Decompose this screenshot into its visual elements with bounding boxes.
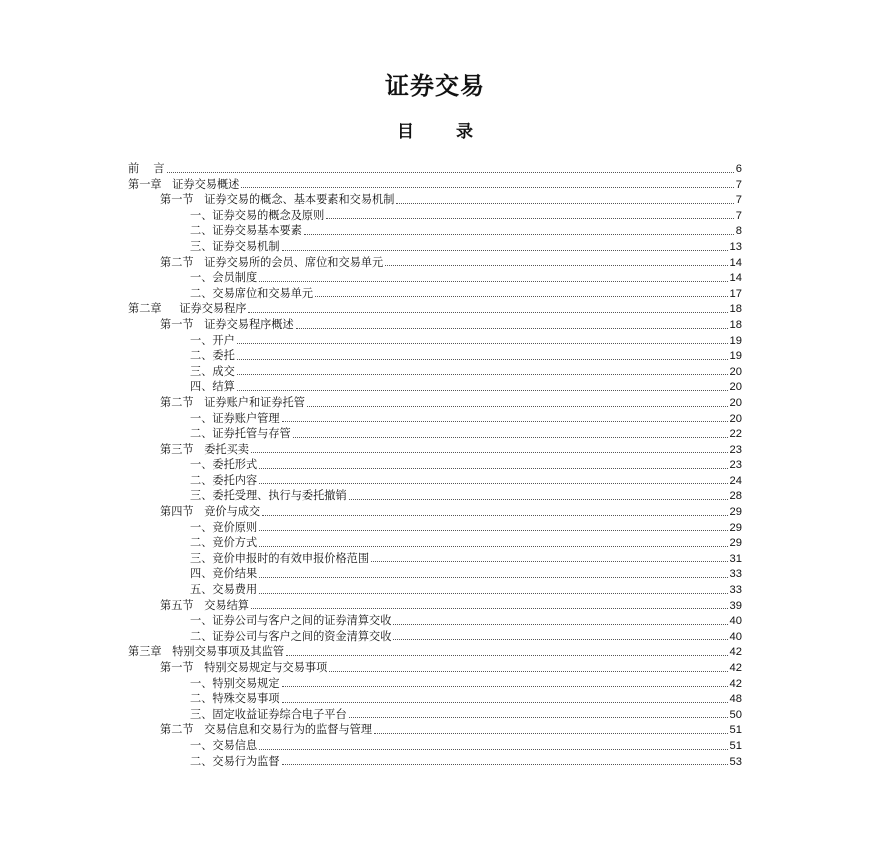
toc-entry-label: 一、证券交易的概念及原则 (190, 208, 325, 222)
document-title: 证券交易 (385, 71, 485, 100)
toc-entry-label: 前 言 (128, 162, 165, 175)
toc-entry-page-number: 24 (729, 474, 742, 487)
toc-entry-page-number: 20 (729, 365, 742, 378)
toc-leader-dots (259, 576, 727, 578)
toc-entry-label: 二、特殊交易事项 (190, 692, 280, 706)
toc-entry[interactable] (128, 566, 742, 582)
toc-entry[interactable] (128, 691, 742, 707)
toc-leader-dots (282, 420, 728, 422)
toc-entry-page-number: 14 (729, 272, 742, 285)
toc-entry[interactable] (128, 660, 742, 676)
toc-leader-dots (259, 482, 727, 484)
toc-entry-page-number: 48 (729, 693, 742, 706)
toc-entry-page-number: 7 (735, 194, 742, 207)
toc-entry[interactable] (128, 676, 742, 692)
toc-entry-page-number: 39 (729, 599, 742, 612)
toc-leader-dots (396, 202, 733, 204)
toc-entry-page-number: 18 (729, 318, 742, 331)
toc-entry-label: 第四节 竞价与成交 (160, 505, 261, 519)
toc-leader-dots (293, 436, 728, 438)
toc-entry-page-number: 7 (735, 209, 742, 222)
toc-entry[interactable] (128, 161, 742, 177)
toc-entry-label: 一、交易信息 (190, 738, 258, 752)
toc-leader-dots (326, 217, 734, 219)
toc-entry[interactable] (128, 333, 742, 349)
toc-entry-page-number: 6 (735, 163, 742, 175)
toc-entry[interactable] (128, 598, 742, 614)
toc-leader-dots (251, 451, 728, 453)
toc-entry[interactable] (128, 177, 742, 193)
toc-heading: 目 录 (397, 122, 491, 142)
toc-leader-dots (282, 701, 728, 703)
toc-entry-label: 三、委托受理、执行与委托撤销 (190, 489, 347, 503)
toc-entry-page-number: 19 (729, 334, 742, 347)
toc-entry-label: 二、证券托管与存管 (190, 427, 291, 441)
toc-entry-page-number: 50 (729, 708, 742, 721)
toc-entry-label: 第二章 证券交易程序 (128, 302, 247, 316)
toc-entry[interactable] (128, 208, 742, 224)
toc-entry-label: 第三节 委托买卖 (160, 442, 249, 456)
toc-entry-label: 一、会员制度 (190, 271, 258, 285)
toc-leader-dots (259, 467, 727, 469)
toc-leader-dots (259, 592, 727, 594)
table-of-contents (128, 161, 742, 769)
toc-entry[interactable] (128, 317, 742, 333)
toc-entry-label: 一、证券公司与客户之间的证券清算交收 (190, 614, 392, 628)
toc-entry-label: 第一章 证券交易概述 (128, 177, 240, 191)
toc-entry-label: 第一节 证券交易程序概述 (160, 317, 294, 331)
toc-entry-label: 第二节 证券账户和证券托管 (160, 395, 305, 409)
toc-entry[interactable] (128, 239, 742, 255)
toc-entry-page-number: 18 (729, 303, 742, 316)
toc-entry[interactable] (128, 411, 742, 427)
toc-entry-page-number: 8 (735, 225, 742, 238)
toc-entry-label: 第一节 特别交易规定与交易事项 (160, 661, 328, 674)
toc-entry-label: 第二节 交易信息和交易行为的监督与管理 (160, 723, 373, 737)
toc-entry[interactable] (128, 707, 742, 723)
toc-leader-dots (259, 529, 727, 531)
toc-entry[interactable] (128, 348, 742, 364)
toc-entry-page-number: 13 (729, 240, 742, 253)
toc-entry[interactable] (128, 301, 742, 317)
toc-entry-page-number: 40 (729, 630, 742, 643)
toc-entry[interactable] (128, 223, 742, 239)
toc-leader-dots (374, 732, 728, 734)
toc-entry-page-number: 20 (729, 396, 742, 409)
toc-leader-dots (315, 295, 727, 297)
toc-entry-label: 一、开户 (190, 333, 235, 347)
toc-entry-label: 一、竞价原则 (190, 520, 258, 534)
toc-leader-dots (237, 342, 728, 344)
toc-entry-page-number: 29 (729, 506, 742, 519)
toc-entry-label: 二、交易行为监督 (190, 754, 280, 768)
toc-entry-label: 二、委托内容 (190, 473, 258, 487)
toc-entry[interactable] (128, 457, 742, 473)
toc-entry-label: 一、委托形式 (190, 458, 258, 472)
toc-entry-label: 一、证券账户管理 (190, 411, 280, 425)
toc-entry[interactable] (128, 520, 742, 536)
toc-entry-page-number: 53 (729, 755, 742, 768)
toc-entry-label: 二、委托 (190, 349, 235, 363)
toc-leader-dots (286, 654, 727, 656)
toc-entry-label: 三、证券交易机制 (190, 239, 280, 253)
toc-entry-label: 第一节 证券交易的概念、基本要素和交易机制 (160, 193, 395, 207)
toc-leader-dots (237, 389, 728, 391)
toc-entry-label: 二、竞价方式 (190, 536, 258, 550)
toc-leader-dots (259, 748, 727, 750)
toc-entry[interactable] (128, 488, 742, 504)
toc-entry[interactable] (128, 582, 742, 598)
toc-entry-page-number: 7 (735, 178, 742, 191)
toc-leader-dots (393, 638, 727, 640)
toc-leader-dots (259, 545, 727, 547)
toc-leader-dots (282, 685, 728, 687)
toc-entry[interactable] (128, 754, 742, 770)
toc-leader-dots (282, 249, 728, 251)
toc-entry-label: 三、成交 (190, 364, 235, 378)
toc-leader-dots (248, 311, 727, 313)
toc-entry-label: 三、竞价申报时的有效申报价格范围 (190, 551, 370, 565)
toc-entry-label: 四、结算 (190, 380, 235, 394)
toc-entry-label: 二、交易席位和交易单元 (190, 286, 314, 300)
toc-entry-label: 二、证券公司与客户之间的资金清算交收 (190, 629, 392, 643)
toc-entry-page-number: 42 (729, 677, 742, 690)
toc-entry-label: 第二节 证券交易所的会员、席位和交易单元 (160, 255, 384, 269)
toc-entry-page-number: 20 (729, 412, 742, 425)
toc-entry-page-number: 14 (729, 256, 742, 269)
toc-entry[interactable] (128, 270, 742, 286)
toc-leader-dots (385, 264, 727, 266)
toc-entry-label: 三、固定收益证券综合电子平台 (190, 707, 347, 721)
toc-leader-dots (237, 358, 728, 360)
toc-entry[interactable] (128, 504, 742, 520)
toc-entry-page-number: 28 (729, 490, 742, 503)
toc-entry[interactable] (128, 722, 742, 738)
toc-leader-dots (329, 670, 727, 672)
toc-leader-dots (259, 280, 727, 282)
toc-leader-dots (167, 171, 734, 173)
toc-entry-page-number: 33 (729, 584, 742, 597)
toc-entry-page-number: 17 (729, 287, 742, 300)
toc-entry[interactable] (128, 629, 742, 645)
toc-entry-label: 二、证券交易基本要素 (190, 224, 302, 238)
toc-entry-page-number: 42 (729, 646, 742, 659)
toc-entry-page-number: 20 (729, 381, 742, 394)
toc-entry-page-number: 42 (729, 662, 742, 674)
toc-entry-page-number: 19 (729, 350, 742, 363)
toc-entry-label: 四、竞价结果 (190, 567, 258, 581)
toc-leader-dots (282, 763, 728, 765)
toc-entry-page-number: 51 (729, 739, 742, 752)
toc-entry[interactable] (128, 192, 742, 208)
toc-entry[interactable] (128, 379, 742, 395)
toc-entry-page-number: 29 (729, 537, 742, 550)
toc-entry-label: 一、特别交易规定 (190, 676, 280, 690)
toc-entry[interactable] (128, 644, 742, 660)
toc-leader-dots (251, 607, 728, 609)
toc-leader-dots (393, 623, 727, 625)
toc-entry-label: 第五节 交易结算 (160, 598, 249, 612)
toc-entry-page-number: 51 (729, 724, 742, 737)
toc-entry[interactable] (128, 426, 742, 442)
toc-entry-page-number: 23 (729, 459, 742, 472)
toc-entry[interactable] (128, 535, 742, 551)
toc-leader-dots (262, 514, 727, 516)
toc-entry[interactable] (128, 364, 742, 380)
toc-leader-dots (241, 186, 733, 188)
toc-entry-label: 五、交易费用 (190, 583, 258, 597)
toc-entry-label: 第三章 特别交易事项及其监管 (128, 645, 285, 659)
toc-leader-dots (349, 716, 728, 718)
toc-entry[interactable] (128, 738, 742, 754)
toc-leader-dots (304, 233, 734, 235)
toc-leader-dots (296, 327, 728, 329)
toc-entry[interactable] (128, 395, 742, 411)
toc-leader-dots (371, 560, 728, 562)
toc-entry[interactable] (128, 286, 742, 302)
toc-leader-dots (349, 498, 728, 500)
toc-entry-page-number: 23 (729, 443, 742, 456)
toc-entry[interactable] (128, 255, 742, 271)
toc-entry[interactable] (128, 473, 742, 489)
toc-entry[interactable] (128, 551, 742, 567)
toc-leader-dots (237, 373, 728, 375)
toc-entry-page-number: 40 (729, 615, 742, 628)
toc-leader-dots (307, 405, 728, 407)
toc-entry[interactable] (128, 442, 742, 458)
toc-entry-page-number: 33 (729, 568, 742, 581)
toc-entry-page-number: 29 (729, 521, 742, 534)
toc-entry-page-number: 31 (729, 552, 742, 565)
toc-entry-page-number: 22 (729, 428, 742, 441)
toc-entry[interactable] (128, 613, 742, 629)
